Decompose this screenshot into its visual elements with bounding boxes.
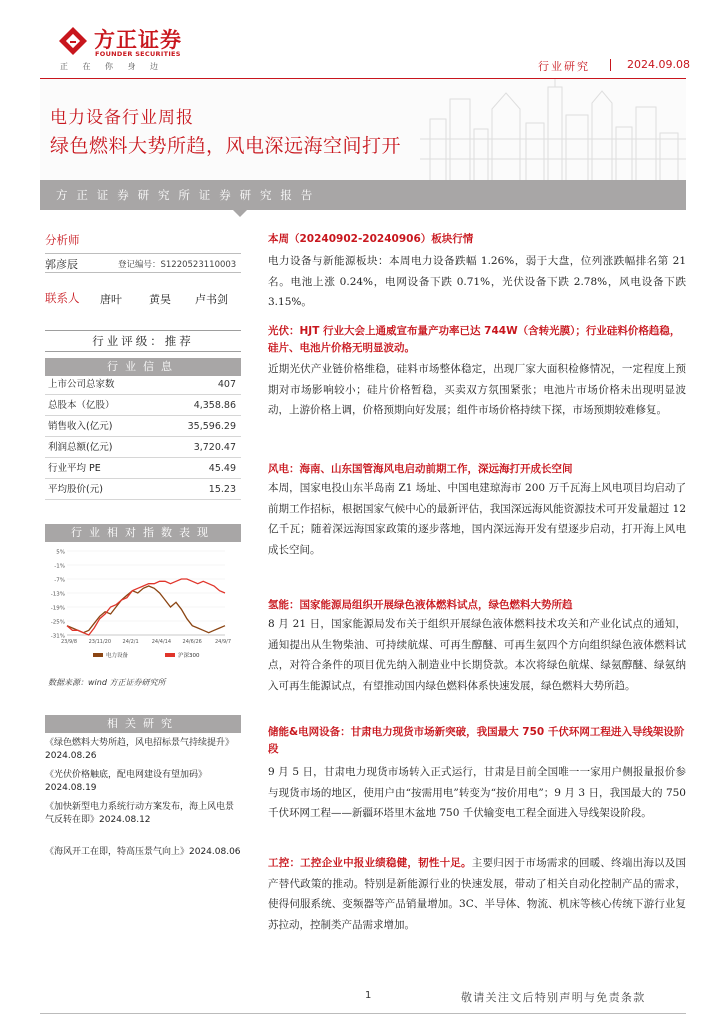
section-title: 本周（20240902-20240906）板块行情 [268, 233, 474, 245]
info-row [45, 418, 241, 437]
section-body: 近期光伏产业链价格维稳，硅料市场整体稳定，出现厂家大面积检修情况，一定程度上预期对市场影响较小；硅片价格暂稳，买卖双方氛围紧张；电池片市场价格未出现明显波动，上游价格上调，价格预期向好发展；组件市场价格持续下探，市场预期较难修复。 [268, 363, 686, 416]
section-body-inline [268, 853, 686, 935]
section-body: 电力设备与新能源板块：本周电力设备跌幅 1.26%，弱于大盘，位列涨跌幅排名第 21 名。电池上涨 0.24%，电网设备下跌 0.71%，光伏设备下跌 2.78%，风电设备下跌 3.15%。 [268, 255, 686, 308]
info-row [45, 397, 241, 416]
related-report[interactable]: 《加快新型电力系统行动方案发布，海上风电景气反转在即》2024.08.12 [45, 802, 235, 825]
info-label: 销售收入(亿元) [48, 421, 113, 432]
title-banner [40, 78, 686, 180]
related-report[interactable]: 《绿色燃料大势所趋，风电招标景气持续提升》2024.08.26 [45, 738, 235, 761]
legend-swatch [165, 653, 175, 657]
info-value: 3,720.47 [193, 442, 236, 453]
report-type-title: 电力设备行业周报 [50, 108, 194, 128]
info-value: 35,596.29 [187, 421, 236, 432]
y-tick-label: -19% [50, 605, 65, 612]
contact-name: 卢书剑 [195, 293, 228, 306]
y-tick-label: -25% [50, 619, 65, 626]
header-divider [610, 59, 611, 71]
analyst-label: 分析师 [45, 233, 80, 247]
y-tick-label: -1% [54, 563, 65, 570]
report-category: 行业研究 [538, 60, 590, 73]
contacts-row [45, 290, 241, 306]
info-row [45, 439, 241, 458]
industry-rating: 行业评级：推荐 [45, 330, 241, 352]
x-tick-label: 23/9/8 [60, 639, 78, 645]
related-report[interactable]: 《海风开工在即，特高压景气向上》2024.08.06 [45, 847, 241, 857]
info-label: 利润总额(亿元) [48, 442, 113, 453]
x-tick-label: 24/9/7 [214, 639, 232, 645]
x-tick-label: 24/6/26 [182, 639, 202, 645]
related-report[interactable]: 《光伏价格触底，配电网建设有望加码》2024.08.19 [45, 770, 208, 793]
contact-name: 黄昊 [149, 293, 171, 306]
x-tick-label: 23/11/20 [88, 639, 112, 645]
section-body: 8 月 21 日，国家能源局发布关于组织开展绿色液体燃料技术攻关和产业化试点的通知，通知提出从生物柴油、可持续航煤、可再生醇醚、可再生氨四个方向组织绿色液体燃料试点，对符合条件的项目优先纳入制造业中长期贷款。本次将绿色航煤、绿氨醇醚、绿氨纳入可再生能源试点，有望推动国内绿色燃料体系快速发展，绿色燃料大势所趋。 [268, 618, 686, 692]
info-row [45, 481, 241, 500]
info-label: 平均股价(元) [48, 484, 103, 495]
y-tick-label: -31% [50, 633, 65, 640]
legend-label: 沪深300 [178, 653, 200, 659]
info-label: 行业平均 PE [48, 463, 101, 474]
brand-slogan: 正在你身边 [60, 62, 173, 71]
legend-label: 电力设备 [106, 653, 129, 659]
analyst-registration: 登记编号：S1220523110003 [118, 260, 237, 270]
report-main-title: 绿色燃料大势所趋，风电深远海空间打开 [50, 135, 402, 157]
section-body: 本周，国家电投山东半岛南 Z1 场址、中国电建琼海市 200 万千瓦海上风电项目均启动了前期工作招标，根据国家气候中心的最新评估，我国深远海风能资源技术可开发量超过 12 亿千瓦；随着深远海国家政策的逐步落地，国内深远海开发有望逐步启动，打开海上风电成长空间。 [268, 482, 686, 556]
founder-logo-icon [58, 26, 88, 56]
section-body: 主要归因于市场需求的回暖、终端出海以及国产替代政策的推动。特别是新能源行业的快速发展，带动了相关自动化控制产品的需求，使得伺服系统、变频器等产品销量增加。3C、半导体、物流、机床等核心传统下游行业复苏拉动，控制类产品需求增加。 [268, 857, 686, 931]
skyline-illustration [40, 79, 686, 180]
section-title: 工控：工控企业中报业绩稳健，韧性十足。 [268, 857, 472, 869]
info-value: 15.23 [208, 484, 236, 495]
analyst-row [45, 253, 241, 273]
chart-svg [45, 543, 241, 667]
brand-name-cn: 方正证券 [94, 28, 182, 52]
page-number: 1 [365, 990, 372, 1001]
institute-strip-text: 方正证券研究所证券研究报告 [56, 188, 322, 202]
y-tick-label: -7% [54, 577, 65, 584]
footer-disclaimer: 敬请关注文后特别声明与免责条款 [461, 991, 646, 1004]
chart-heading: 行业相对指数表现 [45, 524, 241, 542]
section-title: 光伏：HJT 行业大会上通威宣布量产功率已达 744W（含转光膜）；行业硅料价格趋稳，硅片、电池片价格无明显波动。 [268, 325, 681, 354]
section-title: 储能&电网设备：甘肃电力现货市场新突破，我国最大 750 千伏环网工程进入导线架设阶段 [268, 726, 685, 755]
report-date: 2024.09.08 [627, 58, 690, 71]
related-heading: 相关研究 [45, 715, 241, 733]
info-label: 上市公司总家数 [48, 379, 115, 390]
info-value: 4,358.86 [193, 400, 236, 411]
contact-name: 唐叶 [100, 293, 122, 306]
section-title: 风电：海南、山东国管海风电启动前期工作，深远海打开成长空间 [268, 463, 573, 475]
legend-swatch [93, 653, 103, 657]
x-tick-label: 24/2/1 [122, 639, 139, 645]
info-value: 45.49 [208, 463, 236, 474]
industry-info-heading: 行业信息 [45, 358, 241, 376]
footer-divider [40, 1013, 686, 1014]
chart-source: 数据来源：wind 方正证券研究所 [48, 678, 166, 687]
info-value: 407 [217, 379, 236, 390]
section-title: 氢能：国家能源局组织开展绿色液体燃料试点，绿色燃料大势所趋 [268, 599, 573, 611]
brand-name-en: FOUNDER SECURITIES [95, 50, 181, 58]
y-tick-label: 5% [56, 549, 65, 556]
contact-label: 联系人 [45, 291, 80, 305]
y-tick-label: -13% [50, 591, 65, 598]
relative-performance-chart [45, 543, 241, 667]
info-row [45, 376, 241, 395]
strip-notch [233, 210, 247, 217]
section-body: 9 月 5 日，甘肃电力现货市场转入正式运行，甘肃是目前全国唯一一家用户侧报量报价参与现货市场的地区，使用户由“按需用电”转变为“按价用电”；9 月 3 日，我国最大的 750 千伏环网工程——新疆环塔里木盆地 750 千伏输变电工程全面进入导线架设阶段。 [268, 766, 686, 819]
info-label: 总股本（亿股） [48, 400, 115, 411]
x-tick-label: 24/4/14 [151, 639, 172, 645]
analyst-name: 郭彦辰 [45, 258, 78, 271]
info-row [45, 460, 241, 479]
